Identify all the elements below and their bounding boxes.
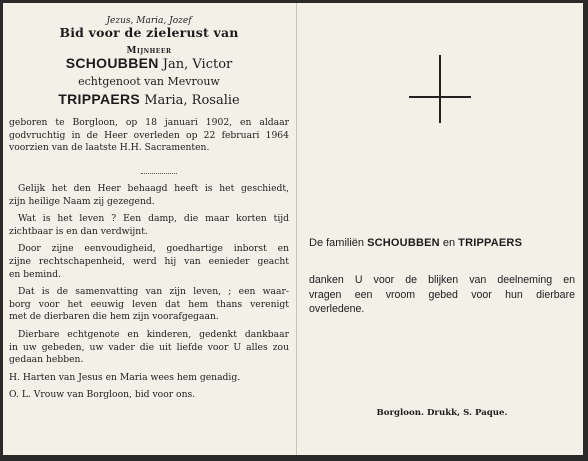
thanks-line: vragen een vroom gebed voor hun dierbare	[309, 288, 575, 301]
text-line: Gelijk het den Heer behaagd heeft is het geschiedt,	[18, 183, 289, 194]
bio-line: godvruchtig in de Heer overleden op 22 februari 1964	[9, 129, 289, 141]
paragraph	[9, 243, 289, 281]
paragraph	[9, 372, 289, 385]
bio-line: geboren te Borgloon, op 18 januari 1902, en aldaar	[9, 117, 289, 128]
spouse-label: echtgenoot van Mevrouw	[78, 75, 220, 88]
thanks-text	[309, 273, 575, 317]
text-line: Wat is het leven ? Een damp, die maar korten tijd	[18, 213, 289, 225]
bio-line: voorzien van de laatste H.H. Sacramenten.	[9, 142, 210, 154]
text-line: gedaan hebben.	[9, 354, 84, 366]
family-surname-1: SCHOUBBEN	[367, 237, 440, 249]
memorial-card	[3, 3, 583, 455]
paragraph	[9, 389, 289, 402]
family-line	[309, 237, 575, 249]
text-line: O. L. Vrouw van Borgloon, bid voor ons.	[9, 389, 196, 401]
text-line: in uw gebeden, uw vader die uit liefde voor U alles zou	[9, 341, 289, 353]
family-surname-2: TRIPPAERS	[458, 237, 523, 249]
text-line: zijne rechtschapenheid, werd hij van eenieder geacht	[9, 255, 289, 267]
text-line: zichtbaar is en dan verdwijnt.	[9, 225, 148, 237]
cross-icon	[439, 55, 441, 123]
cross-icon-bar	[409, 96, 471, 98]
left-panel	[9, 3, 289, 455]
text-line: zijn heilige Naam zij gezegend.	[9, 195, 155, 207]
family-and: en	[442, 237, 456, 249]
paragraph	[9, 286, 289, 324]
printer-credit: Borgloon. Drukk, S. Paque.	[376, 408, 508, 418]
memorial-text	[9, 183, 289, 407]
dotted-separator	[141, 173, 177, 174]
text-line: H. Harten van Jesus en Maria wees hem genadig.	[9, 371, 241, 383]
honorific: Mijnheer	[126, 46, 172, 56]
spouse-name	[9, 93, 289, 108]
deceased-given-names: Jan, Victor	[162, 57, 233, 72]
paragraph	[9, 329, 289, 367]
paragraph	[9, 213, 289, 238]
deceased-surname: SCHOUBBEN	[65, 55, 159, 71]
deceased-name	[9, 57, 289, 72]
text-line: Door zijne eenvoudigheid, goedhartige inborst en	[18, 243, 289, 255]
biography	[9, 117, 289, 155]
text-line: borg voor het eeuwig leven dat hem thans verenigt	[9, 298, 289, 310]
thanks-line: overledene.	[309, 303, 365, 315]
text-line: en bemind.	[9, 268, 61, 280]
spouse-given-names: Maria, Rosalie	[144, 93, 240, 108]
text-line: met de dierbaren die hem zijn voorafgegaan.	[9, 311, 219, 323]
spouse-surname: TRIPPAERS	[58, 91, 141, 107]
text-line: Dat is de samenvatting van zijn leven, ; een waar-	[18, 286, 289, 298]
family-prefix: De familiën	[309, 237, 365, 249]
thanks-line: danken U voor de blijken van deelneming en	[309, 274, 575, 286]
devotion-line: Jezus, Maria, Jozef	[106, 16, 192, 26]
prayer-heading: Bid voor de zielerust van	[59, 25, 239, 40]
text-line: Dierbare echtgenote en kinderen, gedenkt dankbaar	[18, 328, 289, 340]
card-fold	[296, 3, 297, 455]
paragraph	[9, 183, 289, 208]
right-panel	[301, 3, 583, 455]
